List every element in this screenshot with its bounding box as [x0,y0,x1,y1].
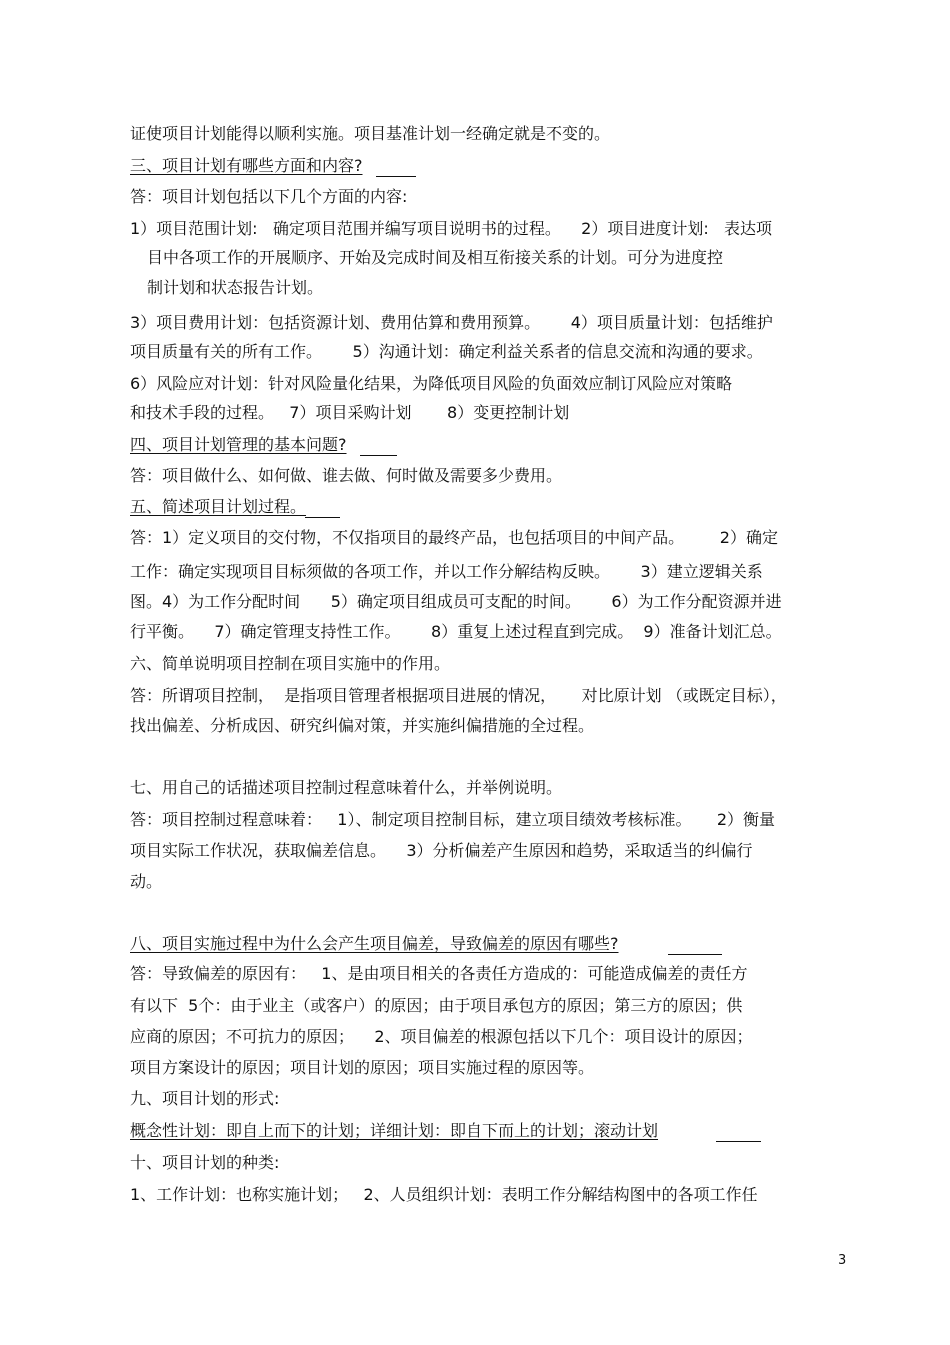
text-line: 1、工作计划：也称实施计划； 2、人员组织计划：表明工作分解结构图中的各项工作任 [130,1185,758,1204]
section-heading: 五、简述项目计划过程。 [130,497,307,516]
text-underline [716,1141,761,1142]
heading-underline [360,455,397,456]
section-heading: 十、项目计划的种类: [130,1153,280,1172]
text-line: 行平衡。 7）确定管理支持性工作。 8）重复上述过程直到完成。 9）准备计划汇总。 [130,622,782,641]
text-line: 6）风险应对计划：针对风险量化结果，为降低项目风险的负面效应制订风险应对策略 [130,374,733,393]
text-line: 图。4）为工作分配时间 5）确定项目组成员可支配的时间。 6）为工作分配资源并进 [130,592,782,611]
text-line: 目中各项工作的开展顺序、开始及完成时间及相互衔接关系的计划。可分为进度控 [147,248,724,267]
section-heading: 九、项目计划的形式: [130,1089,280,1108]
text-line: 项目质量有关的所有工作。 5）沟通计划：确定利益关系者的信息交流和沟通的要求。 [130,342,763,361]
heading-underline [305,517,340,518]
answer-text: 答：项目计划包括以下几个方面的内容: [130,187,408,206]
text-line: 答：导致偏差的原因有： 1、是由项目相关的各责任方造成的：可能造成偏差的责任方 [130,964,748,983]
text-line: 项目实际工作状况，获取偏差信息。 3）分析偏差产生原因和趋势，采取适当的纠偏行 [130,841,753,860]
text-line: 项目方案设计的原因；项目计划的原因；项目实施过程的原因等。 [130,1058,595,1077]
section-heading: 七、用自己的话描述项目控制过程意味着什么，并举例说明。 [130,778,563,797]
answer-text: 答：项目做什么、如何做、谁去做、何时做及需要多少费用。 [130,466,563,485]
text-line: 答：1）定义项目的交付物，不仅指项目的最终产品，也包括项目的中间产品。 2）确定 [130,528,778,547]
text-line: 答：所谓项目控制， 是指项目管理者根据项目进展的情况， 对比原计划 （或既定目标）， [130,686,787,705]
text-line: 应商的原因；不可抗力的原因； 2、项目偏差的根源包括以下几个：项目设计的原因； [130,1027,753,1046]
text-line: 3）项目费用计划：包括资源计划、费用估算和费用预算。 4）项目质量计划：包括维护 [130,313,773,332]
page-number: 3 [838,1253,847,1268]
text-line: 答：项目控制过程意味着： 1）、制定项目控制目标，建立项目绩效考核标准。 2）衡量 [130,810,776,829]
text-line: 和技术手段的过程。 7）项目采购计划 8）变更控制计划 [130,403,570,422]
text-line: 找出偏差、分析成因、研究纠偏对策，并实施纠偏措施的全过程。 [130,716,595,735]
text-line: 动。 [130,872,163,891]
text-line: 1）项目范围计划: 确定项目范围并编写项目说明书的过程。 2）项目进度计划: 表达项 [130,219,773,238]
section-heading: 六、简单说明项目控制在项目实施中的作用。 [130,654,451,673]
text-line: 证使项目计划能得以顺利实施。项目基准计划一经确定就是不变的。 [130,124,611,143]
section-heading: 八、项目实施过程中为什么会产生项目偏差，导致偏差的原因有哪些? [130,934,619,953]
text-line: 制计划和状态报告计划。 [147,278,324,297]
text-line: 概念性计划：即自上而下的计划；详细计划：即自下而上的计划；滚动计划 [130,1121,659,1140]
text-line: 有以下 5个：由于业主（或客户）的原因；由于项目承包方的原因；第三方的原因；供 [130,996,743,1015]
heading-underline [376,176,416,177]
text-line: 工作：确定实现项目目标须做的各项工作，并以工作分解结构反映。 3）建立逻辑关系 [130,562,763,581]
section-heading: 四、项目计划管理的基本问题? [130,435,347,454]
heading-underline [668,954,722,955]
section-heading: 三、项目计划有哪些方面和内容? [130,156,363,175]
